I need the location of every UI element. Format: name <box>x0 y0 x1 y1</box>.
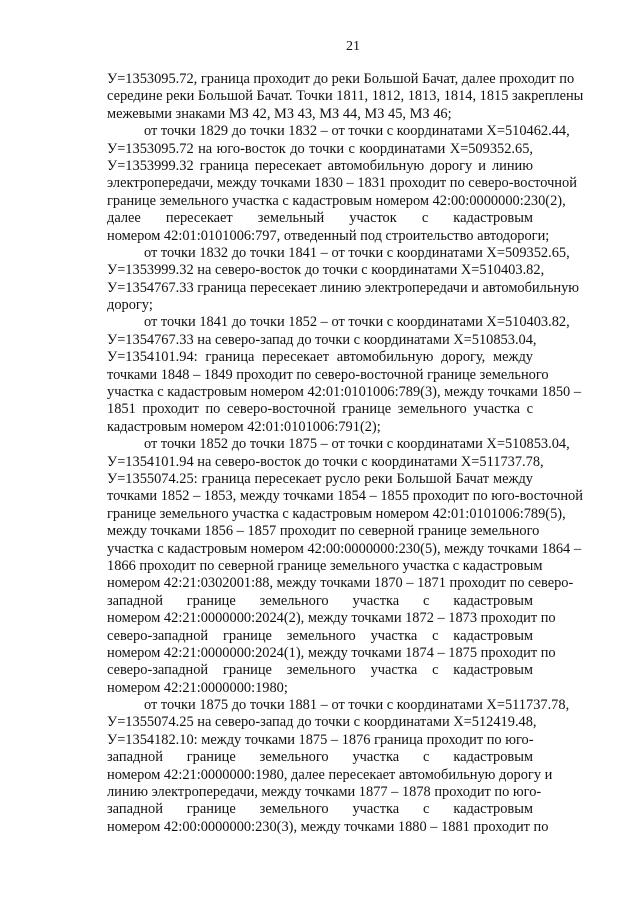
text-line: точками 1852 – 1853, между точками 1854 – 1855 проходит по юго-восточной <box>107 488 583 505</box>
text-line: У=1353999.32 на северо-восток до точки с координатами Х=510403.82, <box>107 262 545 279</box>
text-line: участка с кадастровым номером 42:01:0101006:789(3), между точками 1850 – <box>107 384 582 401</box>
text-line: западной границе земельного участка с кадастровым <box>107 749 533 766</box>
text-line: от точки 1852 до точки 1875 – от точки с координатами Х=510853.04, <box>144 436 570 453</box>
text-line: У=1354101.94: граница пересекает автомобильную дорогу, между <box>107 349 533 366</box>
text-line: 1851 проходит по северо-восточной границе земельного участка с <box>107 401 533 418</box>
text-line: дорогу; <box>107 297 153 314</box>
text-line: номером 42:21:0000000:2024(2), между точками 1872 – 1873 проходит по <box>107 610 556 627</box>
text-line: 1866 проходит по северной границе земельного участка с кадастровым <box>107 557 543 574</box>
text-line: электропередачи, между точками 1830 – 1831 проходит по северо-восточной <box>107 175 577 192</box>
text-line: западной границе земельного участка с кадастровым <box>107 801 533 818</box>
text-line: границе земельного участка с кадастровым номером 42:00:0000000:230(2), <box>107 192 566 209</box>
text-line: У=1354767.33 на северо-запад до точки с координатами Х=510853.04, <box>107 331 537 348</box>
text-line: У=1354182.10: между точками 1875 – 1876 граница проходит по юго- <box>107 731 534 748</box>
paragraph <box>107 697 570 836</box>
text-line: номером 42:01:0101006:797, отведенный под строительство автодороги; <box>107 227 550 244</box>
text-line: линию электропередачи, между точками 1877 – 1878 проходит по юго- <box>107 784 542 801</box>
text-line: У=1353999.32 граница пересекает автомобильную дорогу и линию <box>107 157 533 174</box>
text-line: от точки 1875 до точки 1881 – от точки с координатами Х=511737.78, <box>144 697 570 714</box>
paragraph <box>107 123 577 245</box>
text-line: северо-западной границе земельного участка с кадастровым <box>107 662 533 679</box>
text-line: У=1355074.25: граница пересекает русло реки Большой Бачат между <box>107 470 533 487</box>
text-line: номером 42:21:0302001:88, между точками 1870 – 1871 проходит по северо- <box>107 575 574 592</box>
paragraph <box>107 71 584 123</box>
text-line: номером 42:21:0000000:1980; <box>107 679 288 696</box>
text-line: У=1355074.25 на северо-запад до точки с координатами Х=512419.48, <box>107 714 537 731</box>
text-line: западной границе земельного участка с кадастровым <box>107 592 533 609</box>
paragraph <box>107 244 580 315</box>
text-line: середине реки Большой Бачат. Точки 1811, 1812, 1813, 1814, 1815 закреплены <box>107 88 584 105</box>
text-line: номером 42:21:0000000:1980, далее пересекает автомобильную дорогу и <box>107 766 553 783</box>
text-line: межевыми знаками МЗ 42, МЗ 43, МЗ 44, МЗ 45, МЗ 46; <box>107 105 452 122</box>
text-line: от точки 1829 до точки 1832 – от точки с координатами Х=510462.44, <box>144 123 570 140</box>
text-line: от точки 1832 до точки 1841 – от точки с координатами Х=509352.65, <box>144 244 570 261</box>
text-line: между точками 1856 – 1857 проходит по северной границе земельного <box>107 523 540 540</box>
text-line: кадастровым номером 42:01:0101006:791(2); <box>107 418 381 435</box>
document-body <box>107 71 584 836</box>
paragraph <box>107 314 582 436</box>
text-line: участка с кадастровым номером 42:00:0000000:230(5), между точками 1864 – <box>107 540 582 557</box>
page-number: 21 <box>346 39 360 54</box>
text-line: северо-западной границе земельного участка с кадастровым <box>107 627 533 644</box>
text-line: У=1354101.94 на северо-восток до точки с координатами Х=511737.78, <box>107 453 544 470</box>
text-line: границе земельного участка с кадастровым номером 42:01:0101006:789(5), <box>107 505 566 522</box>
text-line: У=1354767.33 граница пересекает линию электропередачи и автомобильную <box>107 279 580 296</box>
text-line: от точки 1841 до точки 1852 – от точки с координатами Х=510403.82, <box>144 314 570 331</box>
text-line: точками 1848 – 1849 проходит по северо-восточной границе земельного <box>107 366 549 383</box>
text-line: У=1353095.72, граница проходит до реки Большой Бачат, далее проходит по <box>107 71 575 87</box>
paragraph <box>107 436 583 697</box>
text-line: далее пересекает земельный участок с кадастровым <box>107 210 533 227</box>
text-line: У=1353095.72 на юго-восток до точки с координатами Х=509352.65, <box>107 140 533 157</box>
text-line: номером 42:21:0000000:2024(1), между точками 1874 – 1875 проходит по <box>107 644 556 661</box>
text-line: номером 42:00:0000000:230(3), между точками 1880 – 1881 проходит по <box>107 818 549 835</box>
